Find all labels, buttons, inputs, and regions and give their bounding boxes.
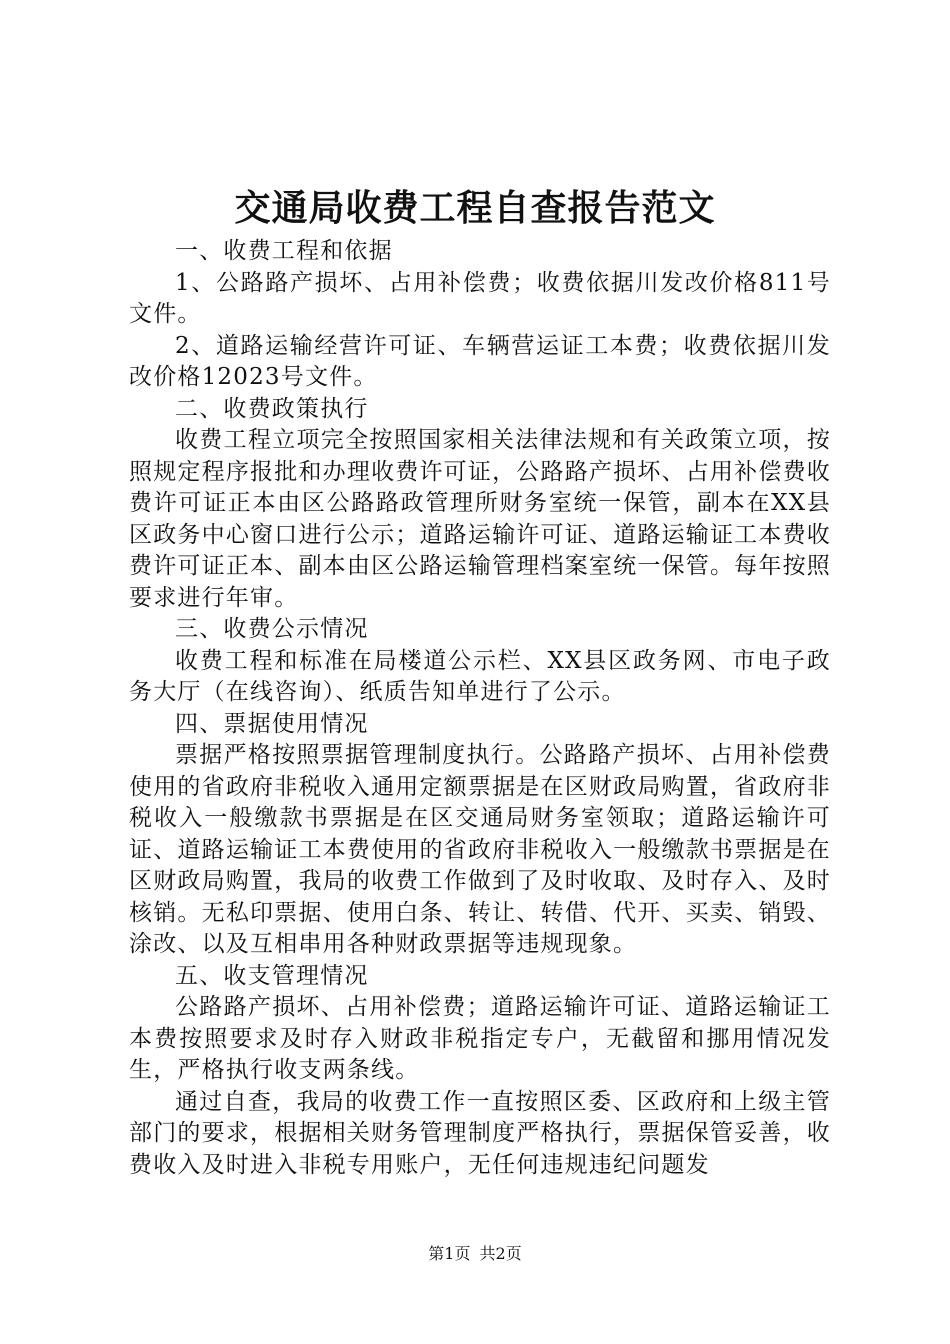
page-total: 共2页 bbox=[479, 1244, 522, 1263]
section-heading-4: 四、票据使用情况 bbox=[175, 710, 369, 737]
paragraph-conclusion: 通过自查，我局的收费工作一直按照区委、区政府和上级主管部门的要求，根据相关财务管理制度严格执行，票据保管妥善，收费收入及时进入非税专用账户，无任何违规违纪问题发 bbox=[129, 1088, 831, 1178]
section-heading-1: 一、收费工程和依据 bbox=[175, 238, 393, 264]
section-heading-3: 三、收费公示情况 bbox=[175, 616, 369, 642]
section-heading-5: 五、收支管理情况 bbox=[175, 962, 369, 989]
document-title: 交通局收费工程自查报告范文 bbox=[234, 187, 716, 229]
paragraph-publicity: 收费工程和标准在局楼道公示栏、XX县区政务网、市电子政务大厅（在线咨询）、纸质告知单进行了公示。 bbox=[129, 647, 831, 705]
paragraph-management: 公路路产损坏、占用补偿费；道路运输许可证、道路运输证工本费按照要求及时存入财政非税指定专户，无截留和挪用情况发生，严格执行收支两条线。 bbox=[129, 994, 831, 1083]
paragraph-fee-item-2: 2、道路运输经营许可证、车辆营运证工本费；收费依据川发改价格12023号文件。 bbox=[129, 332, 831, 390]
document-body bbox=[129, 236, 831, 1181]
paragraph-receipts: 票据严格按照票据管理制度执行。公路路产损坏、占用补偿费使用的省政府非税收入通用定额票据是在区财政局购置，省政府非税收入一般缴款书票据是在区交通局财务室领取；道路运输许可证、道路运输证工本费使用的省政府非税收入一般缴款书票据是在区财政局购置，我局的收费工作做到了及时收取、及时存入、及时核销。无私印票据、使用白条、转让、转借、代开、买卖、销毁、涂改、以及互相串用各种财政票据等违规现象。 bbox=[129, 742, 831, 957]
page-number: 第1页 bbox=[428, 1244, 471, 1263]
page-footer bbox=[0, 1243, 950, 1265]
paragraph-fee-item-1: 1、公路路产损坏、占用补偿费；收费依据川发改价格811号文件。 bbox=[129, 269, 831, 327]
paragraph-policy: 收费工程立项完全按照国家相关法律法规和有关政策立项，按照规定程序报批和办理收费许可证，公路路产损坏、占用补偿费收费许可证正本由区公路路政管理所财务室统一保管，副本在XX县区政务中心窗口进行公示；道路运输许可证、道路运输证工本费收费许可证正本、副本由区公路运输管理档案室统一保管。每年按照要求进行年审。 bbox=[129, 427, 831, 611]
section-heading-2: 二、收费政策执行 bbox=[175, 395, 369, 422]
